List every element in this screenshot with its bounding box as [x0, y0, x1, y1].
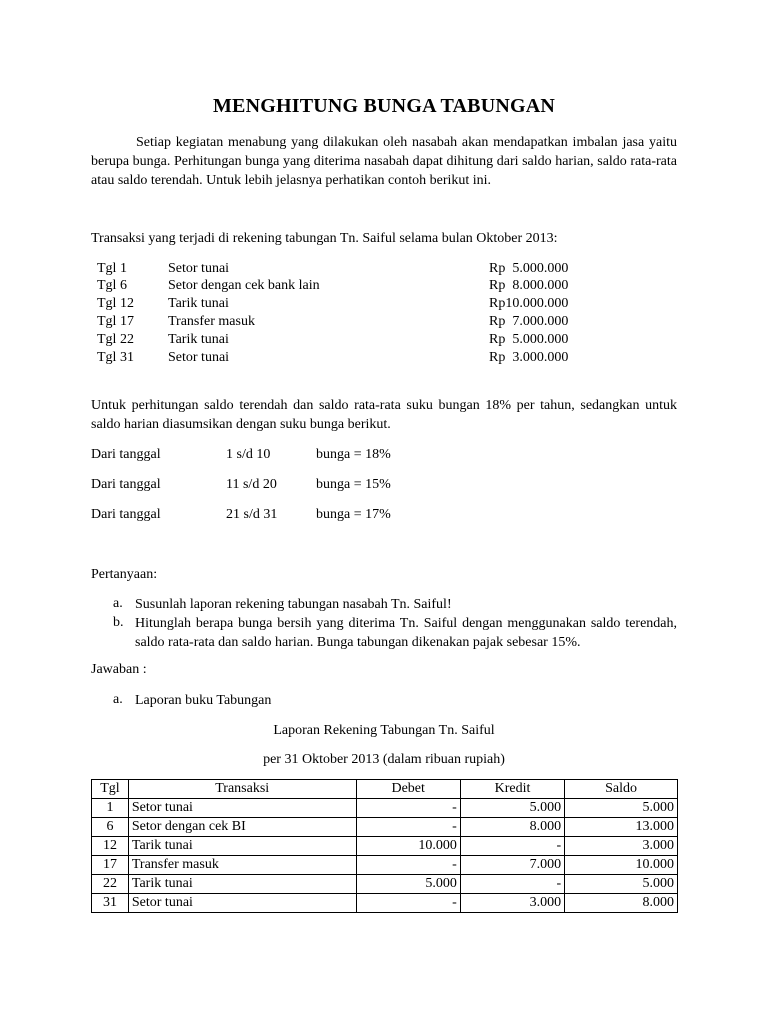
cell-tgl: 1	[92, 799, 129, 818]
table-row	[92, 856, 678, 875]
transaction-row	[97, 277, 577, 295]
table-row	[92, 894, 678, 913]
cell-tgl: 22	[92, 875, 129, 894]
rate-label: Dari tanggal	[91, 477, 161, 492]
transaction-desc: Setor dengan cek bank lain	[168, 278, 320, 293]
rate-range: 1 s/d 10	[226, 447, 271, 462]
questions-heading: Pertanyaan:	[91, 567, 158, 582]
report-title: Laporan Rekening Tabungan Tn. Saiful	[273, 723, 495, 738]
cell-saldo: 13.000	[565, 818, 678, 837]
rate-label: Dari tanggal	[91, 447, 161, 462]
cell-debet: 10.000	[356, 837, 460, 856]
transaction-row	[97, 331, 577, 349]
header-kredit: Kredit	[460, 780, 564, 799]
question-text: Hitunglah berapa bunga bersih yang diterima Tn. Saiful dengan menggunakan saldo terendah, saldo rata-rata dan saldo harian. Bunga tabungan dikenakan pajak sebesar 15%.	[135, 616, 677, 650]
cell-debet: -	[356, 818, 460, 837]
rate-row	[91, 476, 491, 494]
transaction-desc: Tarik tunai	[168, 332, 229, 347]
transaction-date: Tgl 6	[97, 278, 127, 293]
transaction-amount: Rp 5.000.000	[489, 332, 569, 347]
cell-transaksi: Transfer masuk	[128, 856, 356, 875]
cell-tgl: 31	[92, 894, 129, 913]
cell-saldo: 5.000	[565, 875, 678, 894]
answer-marker: a.	[113, 692, 123, 707]
answer-text: Laporan buku Tabungan	[135, 693, 272, 708]
rate-label: Dari tanggal	[91, 507, 161, 522]
cell-saldo: 10.000	[565, 856, 678, 875]
transaction-date: Tgl 1	[97, 261, 127, 276]
cell-debet: -	[356, 894, 460, 913]
rate-value: bunga = 18%	[316, 447, 391, 462]
transaction-desc: Transfer masuk	[168, 314, 255, 329]
transaction-desc: Tarik tunai	[168, 296, 229, 311]
rate-row	[91, 446, 491, 464]
cell-transaksi: Setor dengan cek BI	[128, 818, 356, 837]
cell-saldo: 8.000	[565, 894, 678, 913]
rate-row	[91, 506, 491, 524]
transaction-amount: Rp 5.000.000	[489, 261, 569, 276]
transaction-amount: Rp 8.000.000	[489, 278, 569, 293]
cell-kredit: -	[460, 837, 564, 856]
cell-debet: -	[356, 856, 460, 875]
cell-tgl: 17	[92, 856, 129, 875]
answer-item	[113, 691, 677, 709]
cell-transaksi: Tarik tunai	[128, 875, 356, 894]
cell-kredit: -	[460, 875, 564, 894]
rate-value: bunga = 17%	[316, 507, 391, 522]
transaction-row	[97, 295, 577, 313]
question-text: Susunlah laporan rekening tabungan nasabah Tn. Saiful!	[135, 597, 452, 612]
table-row	[92, 837, 678, 856]
cell-tgl: 6	[92, 818, 129, 837]
rate-range: 11 s/d 20	[226, 477, 277, 492]
table-row	[92, 875, 678, 894]
rate-value: bunga = 15%	[316, 477, 391, 492]
header-saldo: Saldo	[565, 780, 678, 799]
transaction-desc: Setor tunai	[168, 261, 230, 276]
cell-kredit: 8.000	[460, 818, 564, 837]
transaction-row	[97, 349, 577, 367]
page-title: MENGHITUNG BUNGA TABUNGAN	[212, 95, 556, 117]
transaction-date: Tgl 22	[97, 332, 134, 347]
question-item	[113, 614, 677, 652]
table-row	[92, 818, 678, 837]
transaction-amount: Rp 7.000.000	[489, 314, 569, 329]
question-marker: a.	[113, 596, 123, 611]
cell-kredit: 5.000	[460, 799, 564, 818]
transaction-date: Tgl 31	[97, 350, 134, 365]
transaction-amount: Rp 3.000.000	[489, 350, 569, 365]
cell-transaksi: Setor tunai	[128, 894, 356, 913]
cell-transaksi: Setor tunai	[128, 799, 356, 818]
header-tgl: Tgl	[92, 780, 129, 799]
ledger-table	[91, 779, 678, 913]
cell-transaksi: Tarik tunai	[128, 837, 356, 856]
transaction-row	[97, 260, 577, 278]
cell-kredit: 7.000	[460, 856, 564, 875]
ledger-header-row	[92, 780, 678, 799]
report-subtitle: per 31 Oktober 2013 (dalam ribuan rupiah)	[263, 752, 505, 767]
cell-saldo: 5.000	[565, 799, 678, 818]
header-transaksi: Transaksi	[128, 780, 356, 799]
cell-kredit: 3.000	[460, 894, 564, 913]
cell-debet: 5.000	[356, 875, 460, 894]
header-debet: Debet	[356, 780, 460, 799]
transaction-amount: Rp10.000.000	[489, 296, 569, 311]
answers-heading: Jawaban :	[91, 662, 147, 677]
transactions-heading: Transaksi yang terjadi di rekening tabungan Tn. Saiful selama bulan Oktober 2013:	[91, 231, 558, 246]
question-marker: b.	[113, 615, 124, 630]
cell-saldo: 3.000	[565, 837, 678, 856]
cell-debet: -	[356, 799, 460, 818]
transaction-date: Tgl 17	[97, 314, 134, 329]
transaction-desc: Setor tunai	[168, 350, 230, 365]
intro-paragraph: Setiap kegiatan menabung yang dilakukan oleh nasabah akan mendapatkan imbalan jasa yaitu berupa bunga. Perhitungan bunga yang diterima nasabah dapat dihitung dari saldo harian, saldo rata-rata atau saldo terendah. Untuk lebih jelasnya perhatikan contoh berikut ini.	[91, 135, 677, 188]
table-row	[92, 799, 678, 818]
rate-note-paragraph: Untuk perhitungan saldo terendah dan saldo rata-rata suku bungan 18% per tahun, sedangkan untuk saldo harian diasumsikan dengan suku bunga berikut.	[91, 398, 677, 432]
transaction-date: Tgl 12	[97, 296, 134, 311]
rate-range: 21 s/d 31	[226, 507, 278, 522]
transaction-row	[97, 313, 577, 331]
question-item	[113, 595, 677, 613]
cell-tgl: 12	[92, 837, 129, 856]
